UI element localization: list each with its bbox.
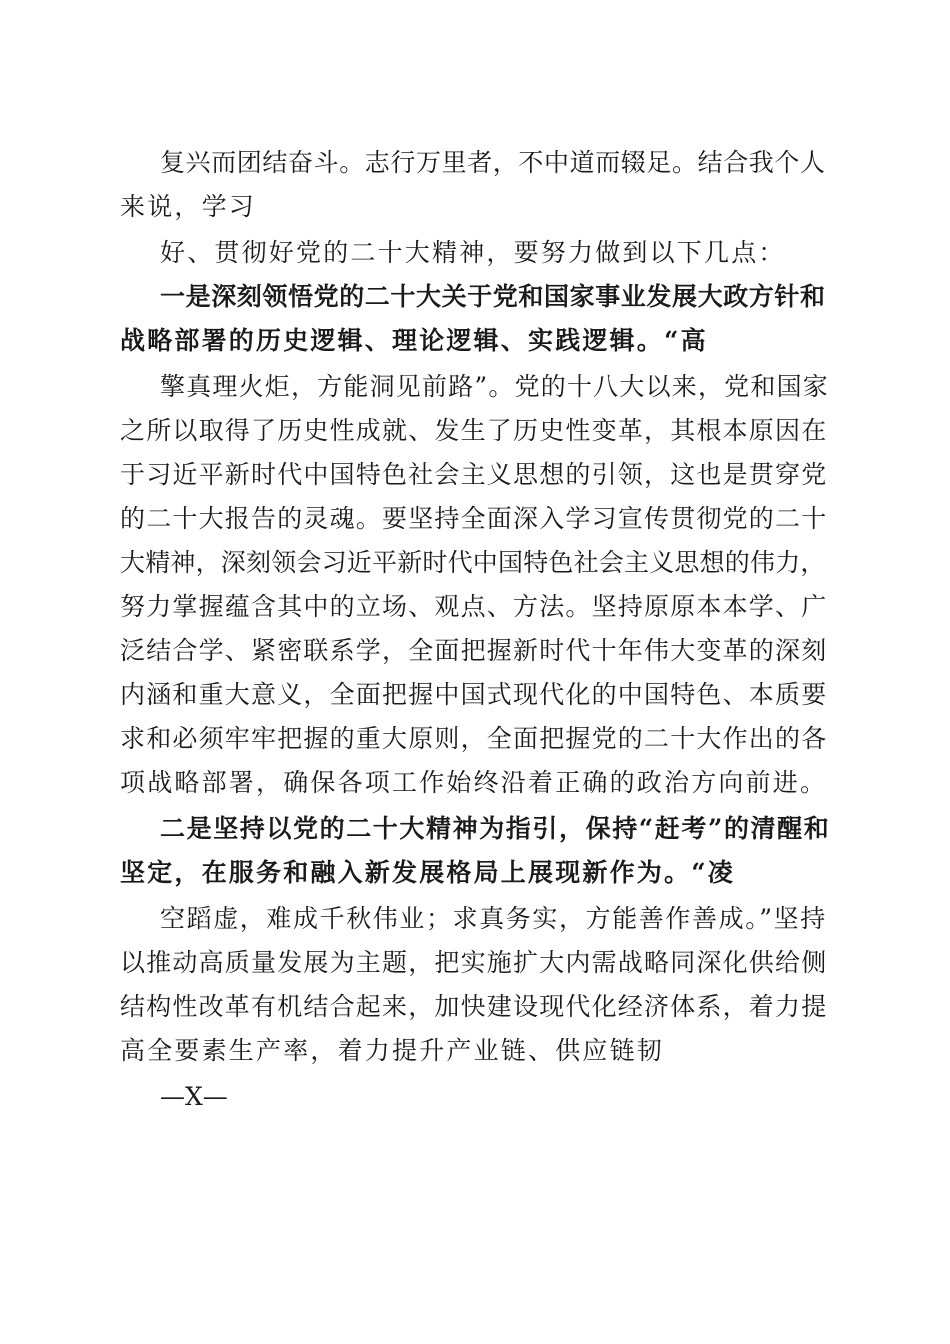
heading-point-one-cont: 战略部署的历史逻辑、理论逻辑、实践逻辑。“高 <box>120 326 708 355</box>
text-line: 复兴而团结奋斗。志行万里者，不中道而辍足。结合我个人 <box>160 148 826 177</box>
text-line: 空蹈虚，难成千秋伟业；求真务实，方能善作善成。”坚持 <box>160 904 827 933</box>
text-line: 高全要素生产率，着力提升产业链、供应链韧 <box>120 1036 665 1065</box>
text-line: 内涵和重大意义，全面把握中国式现代化的中国特色、本质要 <box>120 680 828 709</box>
page-number: —X— <box>160 1082 228 1111</box>
heading-point-two: 二是坚持以党的二十大精神为指引，保持“赶考”的清醒和 <box>160 814 831 843</box>
text-line: 于习近平新时代中国特色社会主义思想的引领，这也是贯穿党 <box>120 460 828 489</box>
text-line: 擎真理火炬，方能洞见前路”。党的十八大以来，党和国家 <box>160 372 829 401</box>
text-line: 大精神，深刻领会习近平新时代中国特色社会主义思想的伟力， <box>120 548 826 577</box>
text-line: 结构性改革有机结合起来，加快建设现代化经济体系，着力提 <box>120 992 828 1021</box>
text-line: 好、贯彻好党的二十大精神，要努力做到以下几点： <box>160 238 786 267</box>
heading-point-two-cont: 坚定，在服务和融入新发展格局上展现新作为。“凌 <box>120 858 735 887</box>
text-line: 努力掌握蕴含其中的立场、观点、方法。坚持原原本本学、广 <box>120 592 828 621</box>
text-line: 之所以取得了历史性成就、发生了历史性变革，其根本原因在 <box>120 416 828 445</box>
text-line: 求和必须牢牢把握的重大原则，全面把握党的二十大作出的各 <box>120 724 828 753</box>
text-line: 的二十大报告的灵魂。要坚持全面深入学习宣传贯彻党的二十 <box>120 504 828 533</box>
text-line: 以推动高质量发展为主题，把实施扩大内需战略同深化供给侧 <box>120 948 828 977</box>
text-line: 来说，学习 <box>120 192 257 221</box>
text-line: 项战略部署，确保各项工作始终沿着正确的政治方向前进。 <box>120 768 828 797</box>
text-line: 泛结合学、紧密联系学，全面把握新时代十年伟大变革的深刻 <box>120 636 828 665</box>
heading-point-one: 一是深刻领悟党的二十大关于党和国家事业发展大政方针和 <box>160 282 826 311</box>
